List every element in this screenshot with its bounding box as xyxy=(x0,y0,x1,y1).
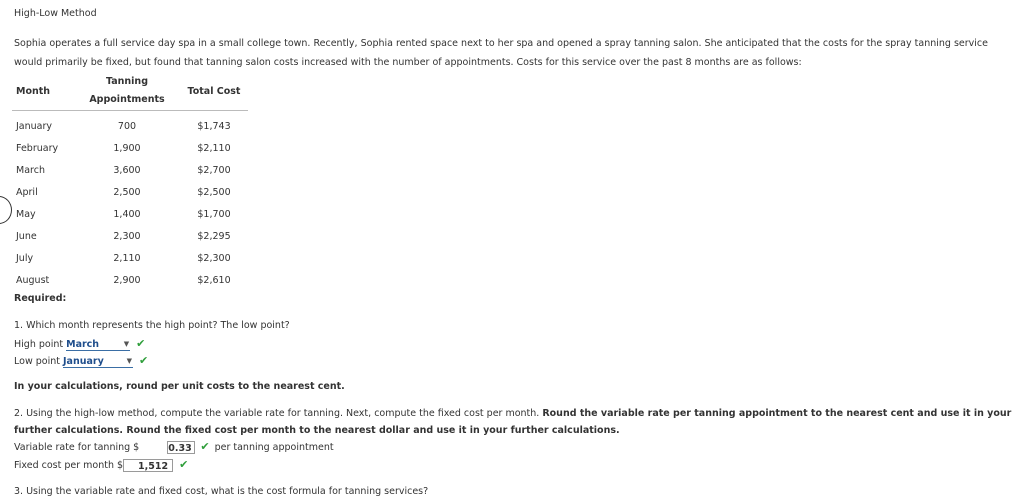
checkmark-icon: ✔ xyxy=(139,354,149,367)
variable-rate-label: Variable rate for tanning $ xyxy=(14,442,140,453)
table-row xyxy=(12,247,248,269)
cell-month: March xyxy=(16,164,45,176)
intro-text: Sophia operates a full service day spa in a small college town. Recently, Sophia rented space next to her spa and opened a spray tanning salon. She anticipated that the costs for the spray tanning service would primarily be fixed, but found that tanning salon costs increased with the number of appointments. Costs for this service over the past 8 months are as follows: xyxy=(14,38,988,68)
low-point-label: Low point xyxy=(14,356,60,367)
cell-month: August xyxy=(16,274,50,286)
cell-cost: $2,610 xyxy=(197,274,231,286)
required-label: Required: xyxy=(14,293,67,304)
question-2-bold: Round the variable rate per tanning appointment to the nearest cent and use it in your further calculations. Round the fixed cost per month to the nearest dollar and use it in your further calculations. xyxy=(14,408,1012,436)
cell-cost: $2,700 xyxy=(197,164,231,176)
cell-month: January xyxy=(16,120,53,132)
header-appointments-line1: Tanning xyxy=(105,76,148,87)
cell-appointments: 1,400 xyxy=(113,208,141,220)
table-row xyxy=(12,269,248,291)
header-month: Month xyxy=(16,85,51,97)
fixed-cost-row xyxy=(14,458,188,472)
table-row xyxy=(12,111,248,138)
cell-month: May xyxy=(16,208,36,220)
variable-rate-row xyxy=(14,440,334,454)
fixed-cost-input[interactable]: 1,512 xyxy=(123,459,173,472)
header-appointments xyxy=(84,72,170,111)
cell-appointments: 3,600 xyxy=(113,164,141,176)
header-appointments-line2: Appointments xyxy=(89,94,165,105)
high-point-row xyxy=(14,337,145,351)
cell-cost: $2,300 xyxy=(197,252,231,264)
high-point-select[interactable] xyxy=(66,339,130,351)
side-decoration xyxy=(0,196,12,224)
checkmark-icon: ✔ xyxy=(136,337,146,350)
checkmark-icon: ✔ xyxy=(200,440,210,453)
question-2-text xyxy=(14,405,1014,439)
table-row xyxy=(12,181,248,203)
rounding-note: In your calculations, round per unit costs to the nearest cent. xyxy=(14,381,345,392)
low-point-value: January xyxy=(63,356,104,367)
table-row xyxy=(12,203,248,225)
cell-cost: $2,500 xyxy=(197,186,231,198)
question-1-text: 1. Which month represents the high point? The low point? xyxy=(14,320,290,331)
cell-appointments: 2,900 xyxy=(113,274,141,286)
cell-cost: $2,110 xyxy=(197,142,231,154)
variable-rate-input[interactable]: 0.33 xyxy=(167,441,195,454)
page-title: High-Low Method xyxy=(14,8,97,19)
variable-rate-spacer xyxy=(138,441,164,454)
checkmark-icon: ✔ xyxy=(179,458,189,471)
cell-month: June xyxy=(16,230,37,242)
table-row xyxy=(12,159,248,181)
chevron-down-icon[interactable]: ▼ xyxy=(123,340,130,348)
high-point-value: March xyxy=(66,339,100,350)
cell-appointments: 2,300 xyxy=(113,230,141,242)
low-point-select[interactable] xyxy=(63,356,133,368)
high-point-label: High point xyxy=(14,339,64,350)
cell-appointments: 2,110 xyxy=(113,252,141,264)
cell-appointments: 1,900 xyxy=(113,142,141,154)
fixed-cost-label: Fixed cost per month $ xyxy=(14,460,124,471)
table-row xyxy=(12,137,248,159)
cell-month: February xyxy=(16,142,59,154)
cell-cost: $1,700 xyxy=(197,208,231,220)
cell-month: July xyxy=(16,252,34,264)
cell-appointments: 700 xyxy=(117,120,137,132)
variable-rate-suffix: per tanning appointment xyxy=(214,442,334,453)
low-point-row xyxy=(14,354,148,368)
header-total-cost: Total Cost xyxy=(187,85,241,97)
chevron-down-icon[interactable]: ▼ xyxy=(126,357,132,365)
cell-month: April xyxy=(16,186,38,198)
table-row xyxy=(12,225,248,247)
cell-cost: $1,743 xyxy=(197,120,231,132)
cell-cost: $2,295 xyxy=(197,230,231,242)
question-3-text: 3. Using the variable rate and fixed cost, what is the cost formula for tanning services? xyxy=(14,486,429,497)
cost-table xyxy=(12,72,248,291)
question-2-plain: 2. Using the high-low method, compute the variable rate for tanning. Next, compute the fixed cost per month. xyxy=(14,408,543,419)
cell-appointments: 2,500 xyxy=(113,186,141,198)
table-header-row xyxy=(12,72,248,111)
